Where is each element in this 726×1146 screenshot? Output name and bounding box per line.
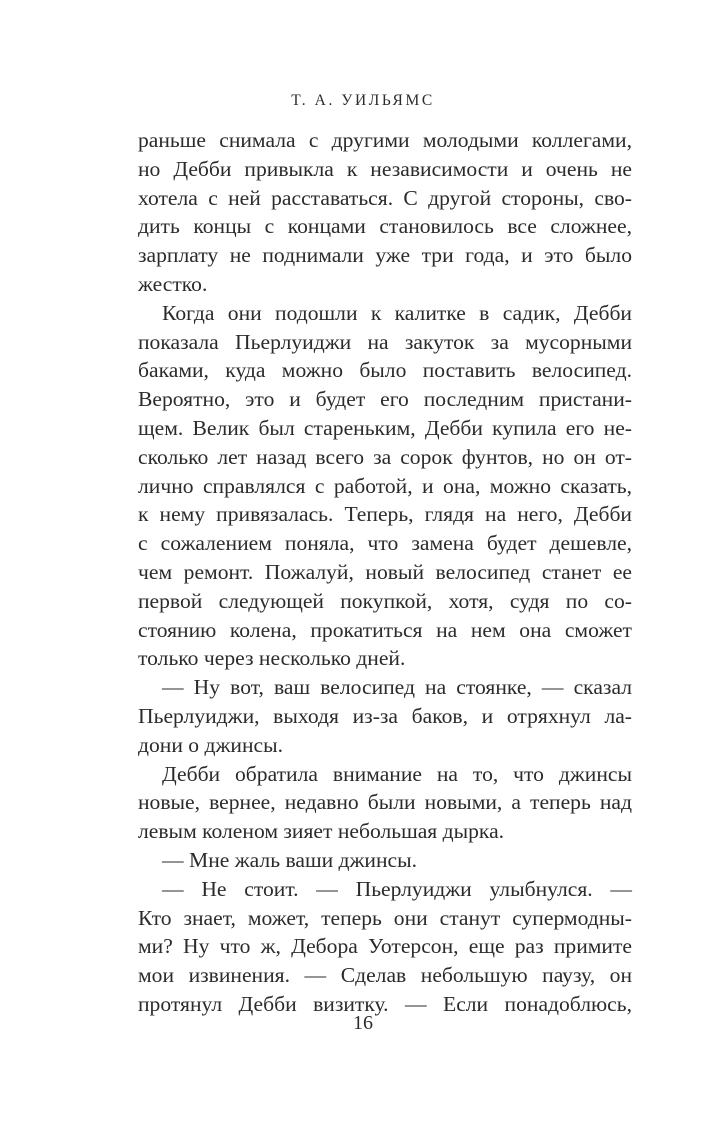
text-line: щем. Велик был стареньким, Дебби купила его не-: [138, 415, 632, 440]
text-line: дони о джинсы.: [138, 732, 283, 757]
body-text: [138, 126, 632, 1019]
text-line: Кто знает, может, теперь они станут супермодны-: [138, 905, 632, 930]
text-line: чем ремонт. Пожалуй, новый велосипед станет ее: [138, 559, 632, 584]
text-line: мои извинения. — Сделав небольшую паузу, он: [138, 963, 632, 988]
text-line: баками, куда можно было поставить велосипед.: [138, 358, 632, 383]
text-line: — Ну вот, ваш велосипед на стоянке, — сказал: [162, 675, 632, 700]
running-head: Т. А. УИЛЬЯМС: [291, 92, 435, 109]
text-line: Когда они подошли к калитке в садик, Дебби: [162, 300, 632, 325]
text-line: Вероятно, это и будет его последним пристани-: [138, 387, 632, 412]
text-line: только через несколько дней.: [138, 646, 406, 671]
text-line: лично справлялся с работой, и она, можно сказать,: [138, 473, 632, 498]
text-line: Дебби обратила внимание на то, что джинсы: [162, 761, 632, 786]
text-line: хотела с ней расставаться. С другой стороны, сво-: [138, 185, 632, 210]
text-line: показала Пьерлуиджи на закуток за мусорными: [138, 329, 632, 354]
text-line: раньше снимала с другими молодыми коллегами,: [138, 128, 632, 152]
text-line: жестко.: [138, 271, 208, 296]
page-number: 16: [353, 1012, 373, 1034]
text-line: первой следующей покупкой, хотя, судя по со-: [138, 588, 632, 613]
text-line: стоянию колена, прокатиться на нем она сможет: [138, 617, 632, 642]
text-line: к нему привязалась. Теперь, глядя на него, Дебби: [138, 502, 632, 527]
text-line: — Не стоит. — Пьерлуиджи улыбнулся. —: [162, 876, 632, 901]
text-line: — Мне жаль ваши джинсы.: [162, 847, 418, 872]
text-line: протянул Дебби визитку. — Если понадоблюсь,: [138, 991, 632, 1016]
text-line: ми? Ну что ж, Дебора Уотерсон, еще раз примите: [138, 934, 632, 959]
text-line: Пьерлуиджи, выходя из-за баков, и отряхнул ла-: [138, 703, 632, 728]
text-line: зарплату не поднимали уже три года, и это было: [138, 243, 632, 268]
text-line: сколько лет назад всего за сорок фунтов, но он от-: [138, 444, 632, 469]
text-line: с сожалением поняла, что замена будет дешевле,: [138, 531, 632, 556]
text-line: дить концы с концами становилось все сложнее,: [138, 214, 632, 239]
text-line: новые, вернее, недавно были новыми, а теперь над: [138, 790, 632, 815]
text-line: левым коленом зияет небольшая дырка.: [138, 819, 505, 844]
text-line: но Дебби привыкла к независимости и очень не: [138, 156, 632, 181]
